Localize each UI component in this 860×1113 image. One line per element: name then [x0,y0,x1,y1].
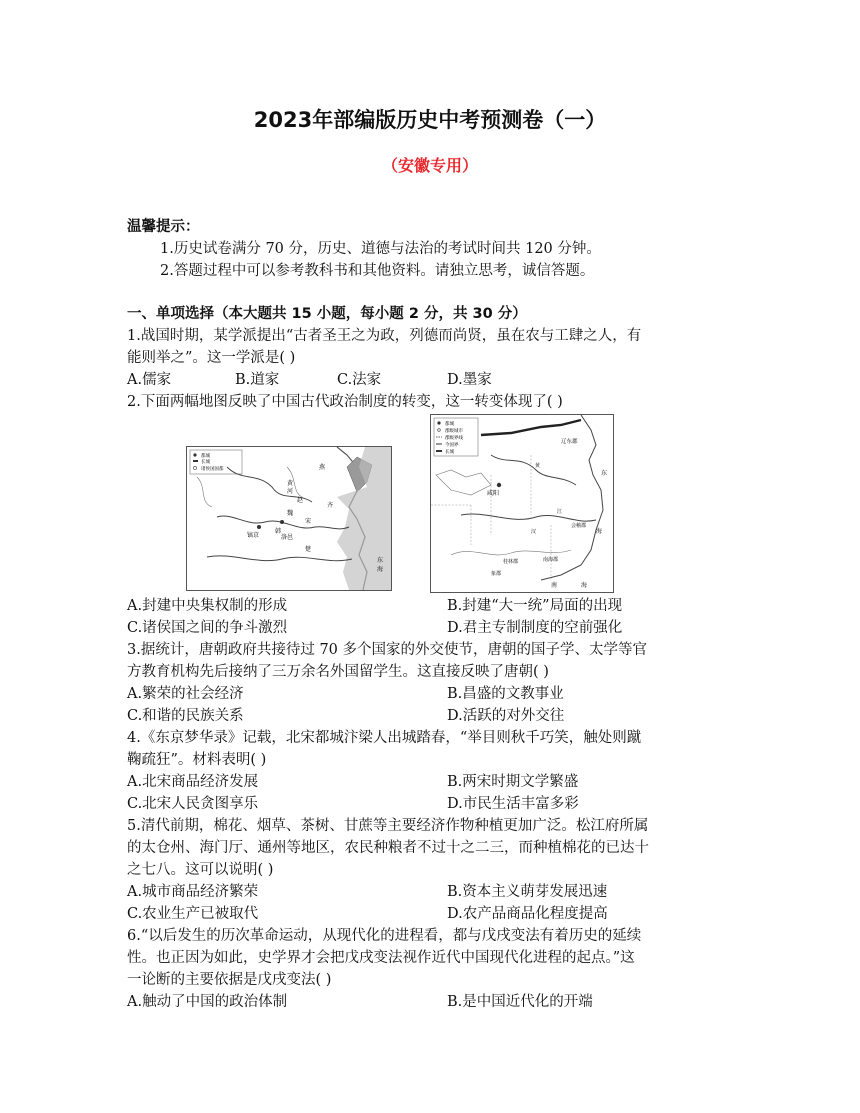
legend-boundary: 郡级界线 [445,436,463,441]
page-title: 2023年部编版历史中考预测卷（一） [253,108,607,132]
question-stem: 之七八。这可以说明( ) [127,862,274,878]
map-left-drawing [187,447,391,590]
label-nanhai-jun: 南海郡 [543,557,559,563]
legend-wall: 长城 [201,460,210,465]
question-stem: 1.战国时期，某学派提出“古者圣王之为政，列德而尚贤，虽在农与工肆之人，有 [127,328,642,344]
label-zhao: 赵 [297,497,304,504]
question-stem: 方教育机构先后接纳了三万余名外国留学生。这直接反映了唐朝( ) [127,664,549,680]
question-stem: 2.下面两幅地图反映了中国古代政治制度的转变，这一转变体现了( ) [127,394,563,410]
map-right-drawing [431,415,613,592]
question-stem: 6.“以后发生的历次革命运动，从现代化的进程看，都与戊戌变法有着历史的延续 [127,928,642,944]
option-c: C.法家 [337,372,382,388]
tips-heading: 温馨提示： [127,219,200,235]
question-stem: 性。也正因为如此，史学界才会把戊戌变法视作近代中国现代化进程的起点。”这 [127,950,635,966]
legend-wall: 长城 [445,450,454,455]
option-a: A.繁荣的社会经济 [127,686,244,702]
option-a: A.儒家 [127,372,172,388]
label-liaodong: 辽东郡 [561,439,578,445]
option-b: B.是中国近代化的开端 [447,994,593,1010]
option-b: B.两宋时期文学繁盛 [447,774,579,790]
option-d: D.君主专制制度的空前强化 [447,620,623,636]
label-yan: 燕 [319,464,326,471]
label-huang: 黄 [535,463,541,469]
option-d: D.农产品商品化程度提高 [447,906,608,922]
label-chu: 楚 [305,546,312,553]
question-stem: 5.清代前期，棉花、烟草、茶树、甘蔗等主要经济作物种植更加广泛。松江府所属 [127,818,649,834]
question-options-row [127,595,287,617]
legend-capital: 都城 [445,422,454,427]
label-nan: 南 [551,582,558,589]
map-left [186,446,392,591]
tip-item: 2.答题过程中可以参考教科书和其他资料。请独立思考，诚信答题。 [160,263,595,279]
question-stem: 鞠疏狂”。材料表明( ) [127,752,267,768]
option-c: C.和谐的民族关系 [127,708,244,724]
option-a: A.城市商品经济繁荣 [127,884,259,900]
option-c: C.诸侯国之间的争斗激烈 [127,620,288,636]
label-dong: 东 [601,470,608,477]
option-a: A.封建中央集权制的形成 [127,598,288,614]
label-hai-south: 海 [581,582,588,589]
label-han-river: 汉 [531,529,537,535]
label-he: 河 [287,488,294,495]
page-subtitle: （安徽专用） [381,156,478,175]
map-right [430,414,614,593]
question-stem: 4.《东京梦华录》记载，北宋都城汴梁人出城踏春，“举目则秋千巧笑，触处则蹴 [127,730,642,746]
legend-vassal: 诸侯国国都 [201,467,224,472]
label-xiang: 象郡 [491,571,502,577]
label-huang: 黄 [287,480,294,487]
question-options [127,369,492,391]
label-hai: 海 [596,528,603,535]
legend-city: 郡级城市 [445,429,463,434]
question-stem: 的太仓州、海门厅、通州等地区，农民种粮者不过十之二三，而种植棉花的已达十 [127,840,649,856]
label-haojing: 镐京 [247,532,260,539]
legend-border: 今国界 [445,443,459,448]
legend-capital: 都城 [201,454,210,459]
option-c: C.农业生产已被取代 [127,906,259,922]
question-stem: 能则举之”。这一学派是( ) [127,350,296,366]
tip-item: 1.历史试卷满分 70 分，历史、道德与法治的考试时间共 120 分钟。 [160,241,601,257]
question-stem: 一论断的主要依据是戊戌变法( ) [127,972,332,988]
option-d: D.活跃的对外交往 [447,708,565,724]
label-han: 韩 [275,528,282,535]
label-jiang: 江 [557,509,563,515]
option-b: B.道家 [235,372,280,388]
option-b: B.资本主义萌芽发展迅速 [447,884,608,900]
label-hai: 海 [377,566,384,573]
label-kuaiji: 会稽郡 [571,523,587,529]
option-c: C.北宋人民贪图享乐 [127,796,259,812]
label-luoyi: 洛邑 [281,534,294,541]
option-b: B.封建“大一统”局面的出现 [447,598,623,614]
label-xianyang: 咸阳 [487,490,500,497]
label-dong: 东 [377,557,384,564]
label-song: 宋 [305,518,312,525]
label-wei: 魏 [287,510,294,517]
label-qi: 齐 [327,502,334,509]
option-b: B.昌盛的文教事业 [447,686,564,702]
option-d: D.墨家 [447,372,492,388]
option-a: A.北宋商品经济发展 [127,774,259,790]
option-d: D.市民生活丰富多彩 [447,796,579,812]
label-guilin: 桂林郡 [503,559,519,565]
section-heading: 一、单项选择（本大题共 15 小题，每小题 2 分，共 30 分） [127,306,527,322]
option-a: A.触动了中国的政治体制 [127,994,288,1010]
question-stem: 3.据统计，唐朝政府共接待过 70 多个国家的外交使节，唐朝的国子学、太学等官 [127,642,648,658]
